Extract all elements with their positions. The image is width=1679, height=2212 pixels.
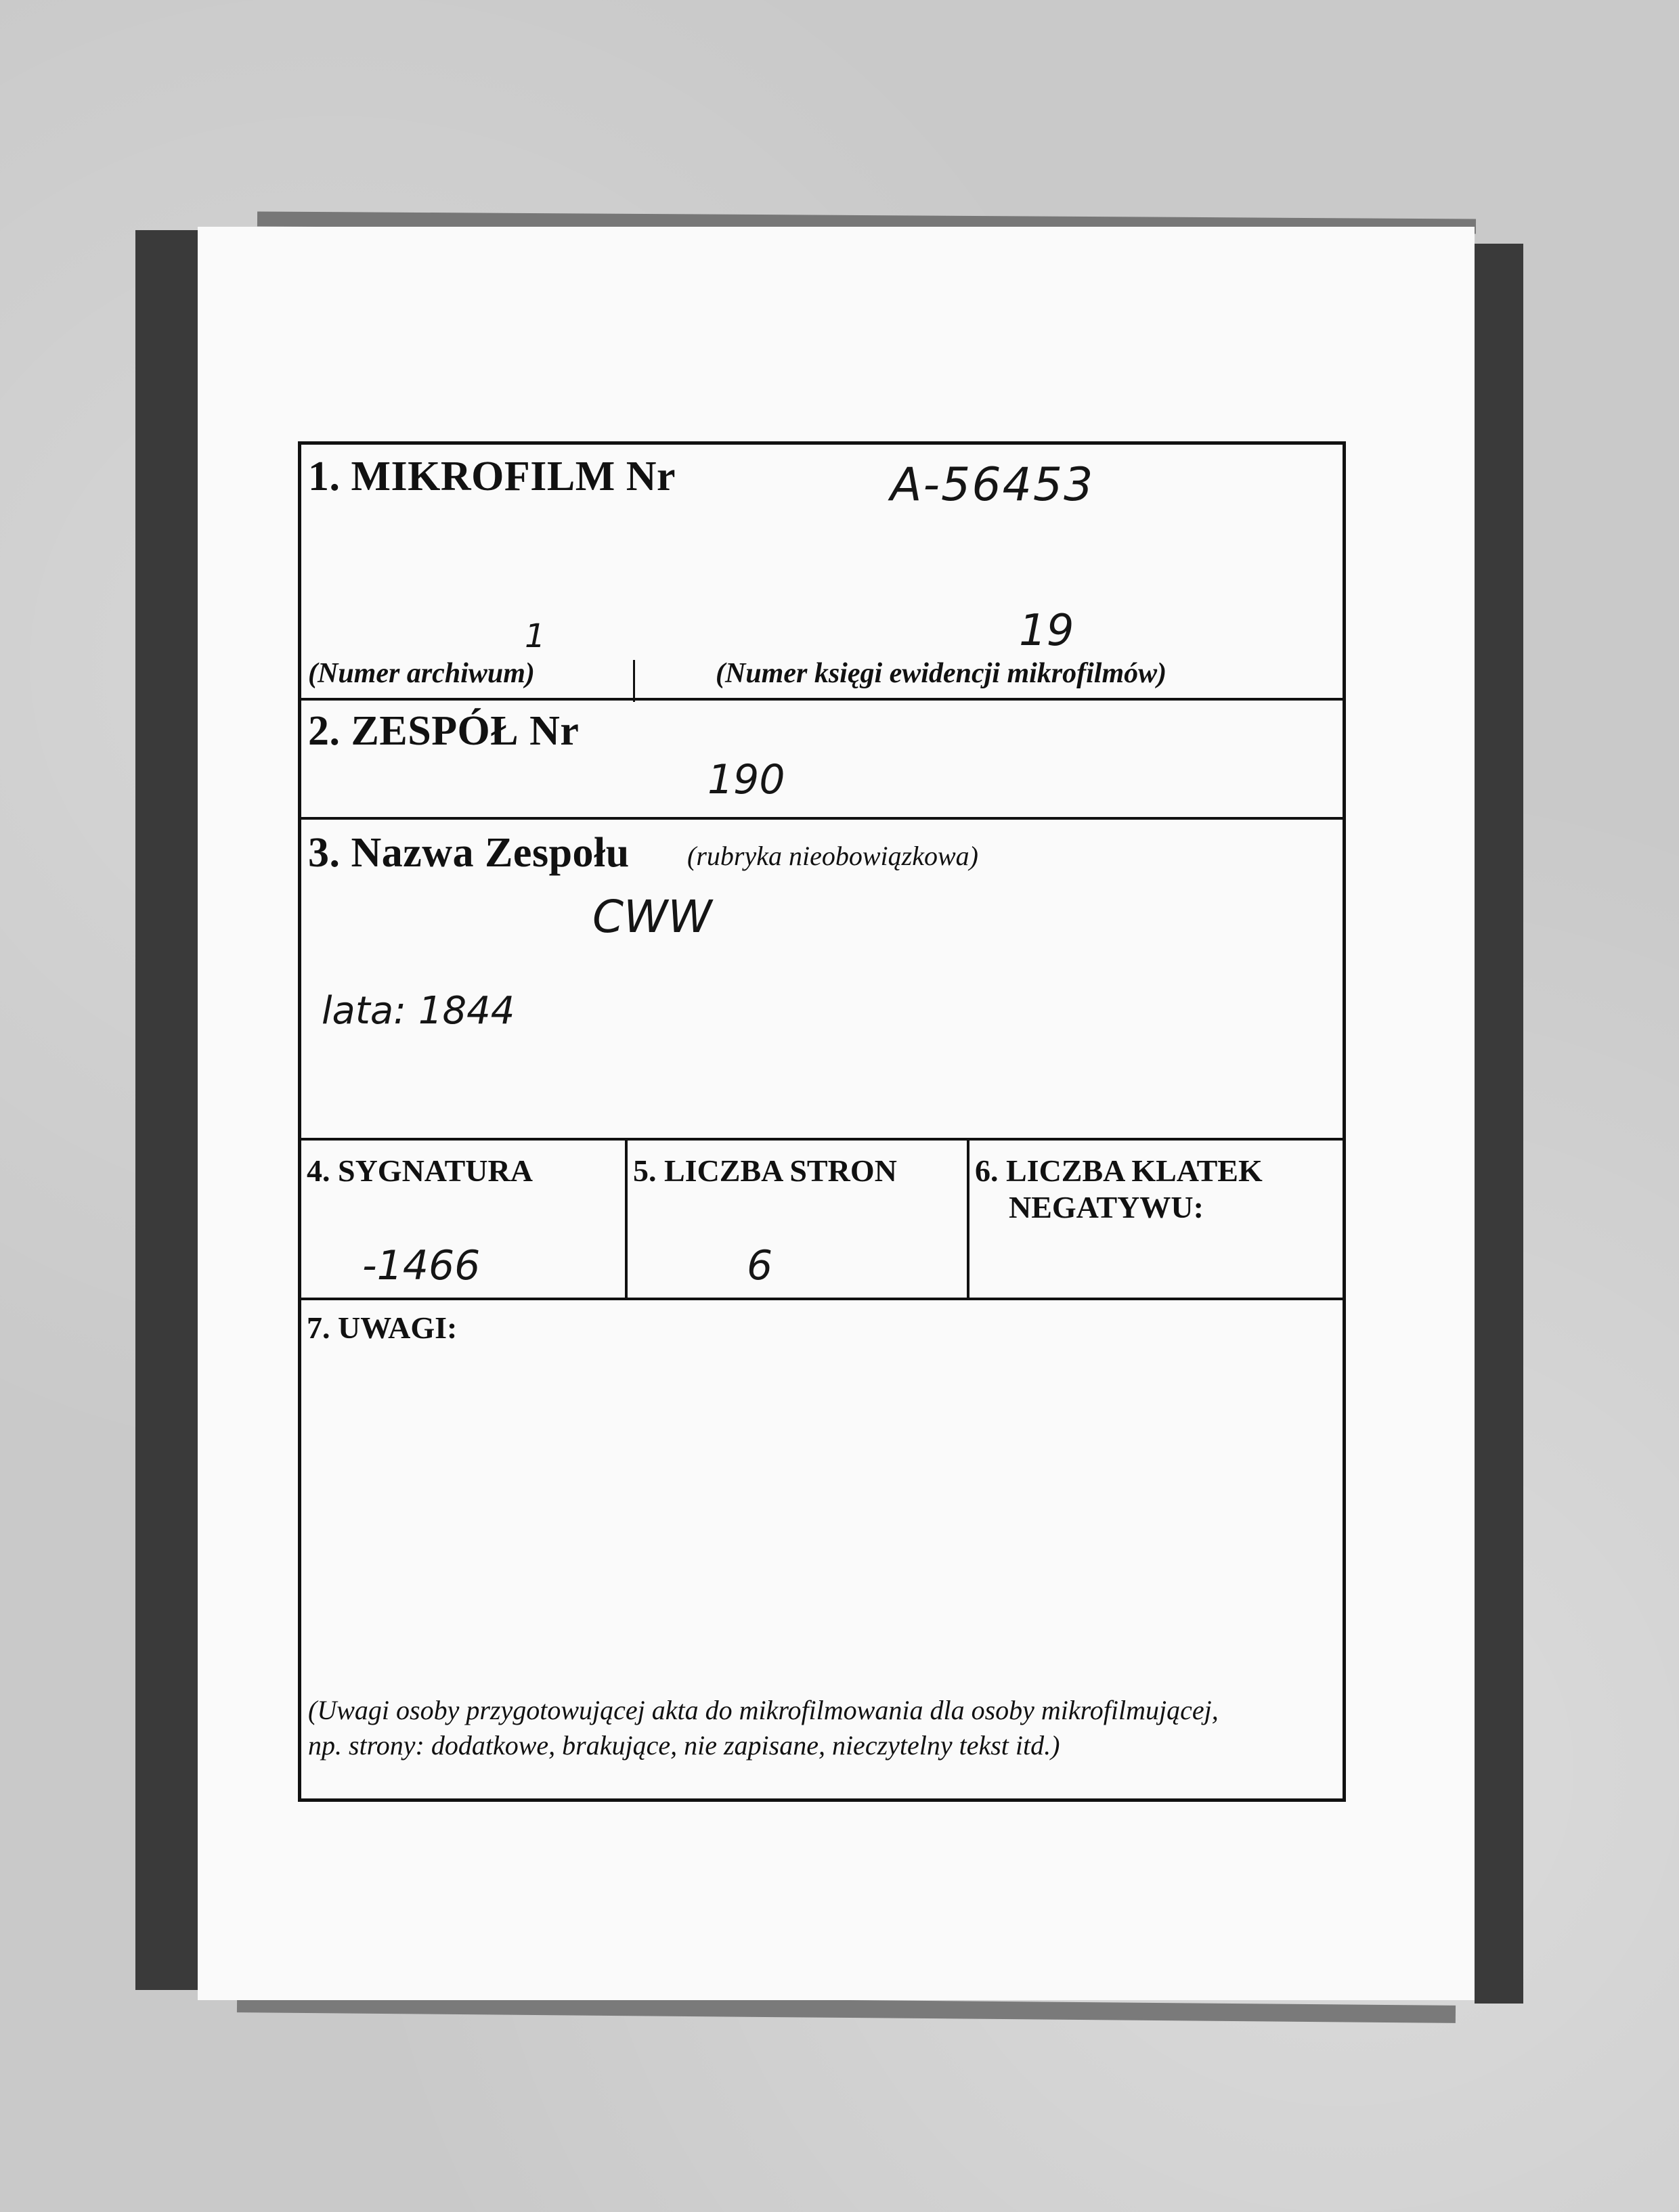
remarks-footnote-line1: (Uwagi osoby przygotowującej akta do mikrofilmowania dla osoby mikrofilmującej, <box>308 1695 1219 1725</box>
fond-number-label: 2. ZESPÓŁ Nr <box>308 708 580 754</box>
page-count-cell <box>625 1141 969 1298</box>
ledger-number-label: (Numer księgi ewidencji mikrofilmów) <box>716 658 1167 689</box>
fond-number-value: 190 <box>707 756 785 803</box>
signature-cell <box>301 1141 628 1298</box>
section-fond-name <box>301 820 1343 1141</box>
signature-value: -1466 <box>362 1242 481 1289</box>
section-microfilm-number <box>301 445 1343 701</box>
microfilm-form <box>298 441 1346 1802</box>
film-edge-left <box>135 230 198 1990</box>
microfilm-number-value: A-56453 <box>890 458 1095 512</box>
fond-name-note: (rubryka nieobowiązkowa) <box>687 841 978 871</box>
fond-years-value: lata: 1844 <box>322 989 515 1033</box>
page-count-value: 6 <box>747 1242 773 1289</box>
film-edge-right <box>1475 244 1523 2004</box>
section-remarks <box>301 1300 1343 1799</box>
negative-frames-label-1: 6. LICZBA KLATEK <box>975 1153 1263 1188</box>
fond-name-label: 3. Nazwa Zespołu <box>308 830 630 876</box>
fond-name-value: CWW <box>592 891 712 943</box>
negative-frames-cell <box>967 1141 1343 1298</box>
signature-label: 4. SYGNATURA <box>307 1153 533 1188</box>
negative-frames-label-2: NEGATYWU: <box>1009 1190 1204 1224</box>
archive-number-label: (Numer archiwum) <box>308 658 535 689</box>
section-counts <box>301 1141 1343 1300</box>
section-fond-number <box>301 701 1343 820</box>
field-divider <box>633 660 635 702</box>
remarks-footnote-line2: np. strony: dodatkowe, brakujące, nie zapisane, nieczytelny tekst itd.) <box>308 1730 1060 1761</box>
microfilm-number-label: 1. MIKROFILM Nr <box>308 454 676 500</box>
ledger-number-value: 19 <box>1019 606 1074 656</box>
page-count-label: 5. LICZBA STRON <box>633 1153 897 1188</box>
remarks-label: 7. UWAGI: <box>307 1310 458 1345</box>
archive-number-value: 1 <box>525 617 546 655</box>
